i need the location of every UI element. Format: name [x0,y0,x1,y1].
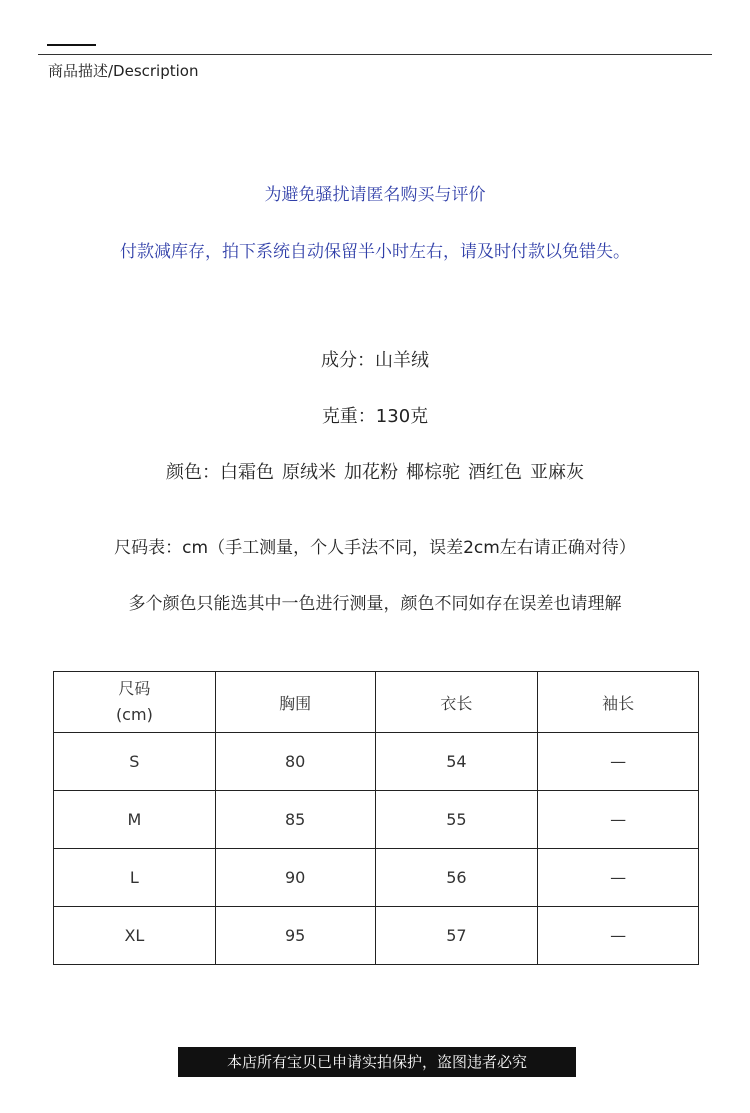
copyright-notice-banner: 本店所有宝贝已申请实拍保护，盗图违者必究 [178,1047,576,1077]
cell-sleeve: — [538,849,699,907]
weight-spec: 克重：130克 [321,406,429,427]
header-sleeve: 袖长 [538,672,699,733]
color-measurement-note: 多个颜色只能选其中一色进行测量，颜色不同如存在误差也请理解 [128,594,622,614]
header-length: 衣长 [375,672,538,733]
cell-chest: 85 [215,791,375,849]
table-row [54,907,699,965]
cell-size: S [54,733,216,791]
cell-length: 56 [375,849,538,907]
anonymous-purchase-notice: 为避免骚扰请匿名购买与评价 [264,185,486,205]
cell-sleeve: — [538,907,699,965]
table-row [54,791,699,849]
cell-chest: 95 [215,907,375,965]
color-option: 酒红色 [468,462,522,483]
payment-stock-notice: 付款减库存，拍下系统自动保留半小时左右，请及时付款以免错失。 [120,242,630,262]
table-row [54,733,699,791]
color-option: 白霜色 [220,462,274,483]
header-divider [38,54,712,55]
size-measurement-note: 尺码表：cm（手工测量，个人手法不同，误差2cm左右请正确对待） [114,538,636,558]
cell-size: L [54,849,216,907]
size-table [53,671,699,965]
color-option: 亚麻灰 [530,462,584,483]
cell-length: 55 [375,791,538,849]
cell-length: 57 [375,907,538,965]
color-option: 椰棕驼 [406,462,460,483]
table-row [54,849,699,907]
material-spec: 成分：山羊绒 [321,350,429,371]
header-size-unit: (cm) [115,705,153,724]
cell-sleeve: — [538,733,699,791]
header-accent-line [47,44,96,46]
color-options [0,458,750,484]
cell-chest: 90 [215,849,375,907]
cell-length: 54 [375,733,538,791]
cell-size: M [54,791,216,849]
section-title: 商品描述/Description [48,62,199,80]
cell-sleeve: — [538,791,699,849]
cell-size: XL [54,907,216,965]
header-size [54,672,216,733]
cell-chest: 80 [215,733,375,791]
header-size-label: 尺码 [118,679,151,698]
colors-label: 颜色： [166,462,220,483]
table-header-row [54,672,699,733]
color-option: 加花粉 [344,462,398,483]
color-option: 原绒米 [282,462,336,483]
header-chest: 胸围 [215,672,375,733]
